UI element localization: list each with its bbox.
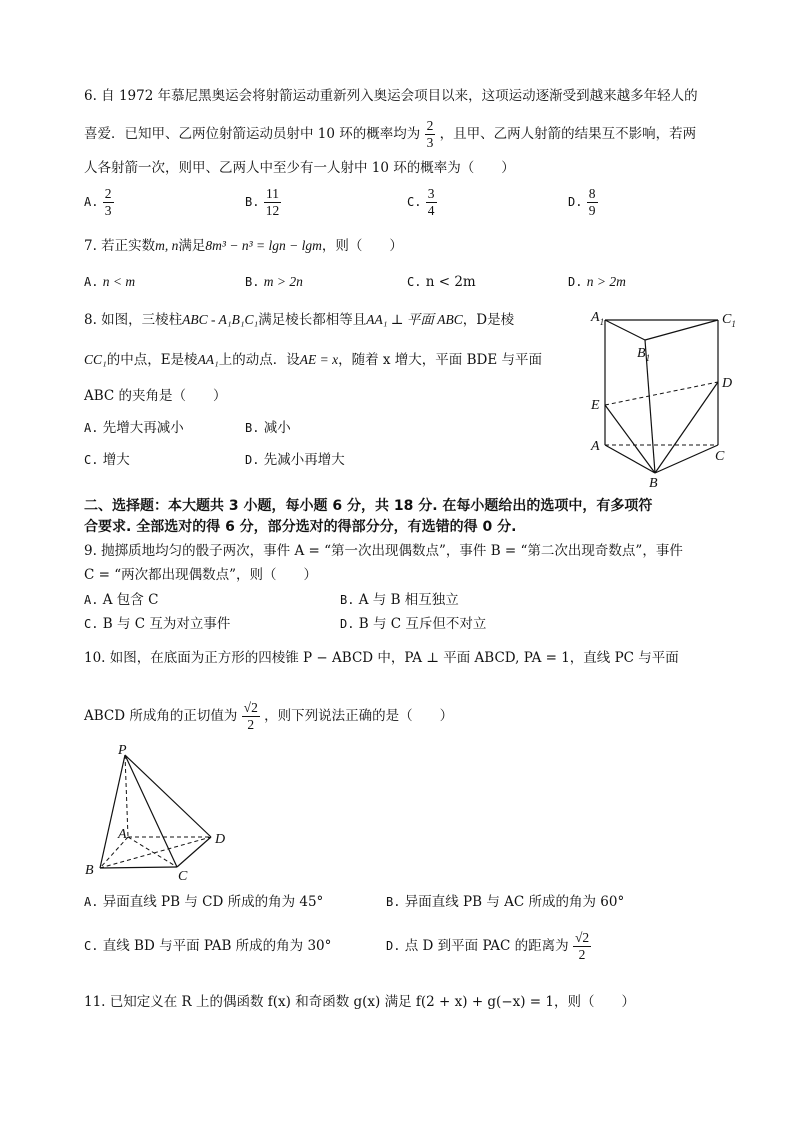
option-label: D. xyxy=(245,453,260,467)
option-label: D. xyxy=(568,275,583,289)
q7-stem-mid: 满足 xyxy=(178,238,206,254)
edge-bc xyxy=(100,867,177,868)
q7-option-c[interactable] xyxy=(407,272,476,292)
option-label: C. xyxy=(407,195,422,209)
q8-line1-pre: 8. 如图，三棱柱 xyxy=(84,312,183,328)
label-b: B xyxy=(649,476,658,490)
option-text: m > 2n xyxy=(263,274,303,289)
label-e: E xyxy=(591,398,600,413)
option-label: A. xyxy=(84,275,99,289)
q8-cc1: CC₁ xyxy=(84,352,107,367)
option-text: n < 2m xyxy=(425,274,476,290)
q10-line2-post: ，则下列说法正确的是（ ） xyxy=(264,708,454,724)
q7-stem-post: ，则（ ） xyxy=(321,238,403,254)
q8-line1-post: ，D是棱 xyxy=(462,312,515,328)
frac-den: 3 xyxy=(104,203,112,218)
option-label: B. xyxy=(245,195,260,209)
option-text: 先增大再减小 xyxy=(102,420,184,436)
q11-line1: 11. 已知定义在 R 上的偶函数 f(x) 和奇函数 g(x) 满足 f(2 + x) + g(−x) = 1，则（ ） xyxy=(84,994,636,1010)
option-text: 异面直线 PB 与 AC 所成的角为 60° xyxy=(404,894,625,910)
option-fraction xyxy=(103,186,114,219)
option-text: 异面直线 PB 与 CD 所成的角为 45° xyxy=(102,894,324,910)
option-label: B. xyxy=(386,895,401,909)
frac-num: 2 xyxy=(104,186,112,201)
frac-den: 4 xyxy=(427,203,435,218)
label-a1: $A_1$ xyxy=(591,310,605,327)
q9-option-a[interactable] xyxy=(84,590,158,610)
frac-num: √2 xyxy=(243,700,258,715)
q8-option-b[interactable] xyxy=(245,418,291,438)
q10-option-a[interactable] xyxy=(84,892,323,912)
edge-pb xyxy=(100,755,125,868)
q8-prism: ABC - A₁B₁C₁ xyxy=(182,312,259,327)
diag-bd-hidden xyxy=(100,837,211,868)
q10-line2 xyxy=(84,700,453,733)
option-text: B 与 C 互斥但不对立 xyxy=(358,616,487,632)
option-text: n < m xyxy=(102,274,136,289)
q8-line1-mid: 满足棱长都相等且 xyxy=(258,312,367,328)
q8-option-a[interactable] xyxy=(84,418,184,438)
q6-frac-num: 2 xyxy=(426,118,434,133)
option-label: C. xyxy=(407,275,422,289)
q10-line2-pre: ABCD 所成角的正切值为 xyxy=(84,708,238,724)
q7-vars: m, n xyxy=(155,238,179,253)
option-label: B. xyxy=(245,275,260,289)
option-fraction xyxy=(426,186,437,219)
q7-option-d[interactable] xyxy=(568,272,626,292)
option-text: B 与 C 互为对立事件 xyxy=(102,616,231,632)
option-label: A. xyxy=(84,895,99,909)
option-text: 增大 xyxy=(102,452,130,468)
q10-option-b[interactable] xyxy=(386,892,624,912)
option-text: 点 D 到平面 PAC 的距离为 xyxy=(404,938,569,954)
frac-num: √2 xyxy=(574,930,590,945)
option-text: 减小 xyxy=(263,420,291,436)
segment-eb xyxy=(605,405,655,473)
option-fraction xyxy=(573,930,591,963)
label-a: A xyxy=(591,439,600,454)
q8-line2-a: 的中点，E是棱 xyxy=(106,352,198,368)
q8-line2 xyxy=(84,350,542,370)
option-text: A 与 B 相互独立 xyxy=(358,592,459,608)
label-c1: $C_1$ xyxy=(722,312,736,329)
option-text: n > 2m xyxy=(586,274,626,289)
option-label: B. xyxy=(245,421,260,435)
q8-aa1-perp: AA₁ ⊥ 平面 ABC xyxy=(366,312,463,327)
option-text: A 包含 C xyxy=(102,592,159,608)
q8-line1 xyxy=(84,310,514,330)
q8-aa1: AA₁ xyxy=(197,352,219,367)
label-b: B xyxy=(85,863,94,878)
q8-option-c[interactable] xyxy=(84,450,130,470)
label-d: D xyxy=(722,376,733,391)
q10-line1: 10. 如图，在底面为正方形的四棱锥 P − ABCD 中，PA ⊥ 平面 ABCD, PA = 1，直线 PC 与平面 xyxy=(84,650,679,666)
q9-option-d[interactable] xyxy=(340,614,486,634)
q8-prism-figure xyxy=(585,300,745,490)
option-label: C. xyxy=(84,617,99,631)
section2-line2: 合要求. 全部选对的得 6 分，部分选对的得部分分，有选错的得 0 分. xyxy=(84,519,517,535)
frac-num: 11 xyxy=(264,186,282,203)
option-label: D. xyxy=(386,939,401,953)
q7-equation: 8m³ − n³ = lgn − lgm xyxy=(205,238,322,253)
option-label: A. xyxy=(84,195,99,209)
label-c: C xyxy=(715,449,725,464)
q8-ae: AE = x xyxy=(299,352,339,367)
q8-option-d[interactable] xyxy=(245,450,345,470)
label-d: D xyxy=(215,832,226,847)
option-label: C. xyxy=(84,939,99,953)
q8-line2-b: 上的动点．设 xyxy=(218,352,300,368)
option-label: A. xyxy=(84,421,99,435)
edge-ab xyxy=(605,445,655,473)
q10-pyramid-figure xyxy=(80,740,240,885)
segment-ed-hidden xyxy=(605,382,718,405)
label-c: C xyxy=(178,869,188,884)
q6-option-b[interactable] xyxy=(245,186,281,219)
q9-line2: C = “两次都出现偶数点”，则（ ） xyxy=(84,567,318,583)
q7-option-a[interactable] xyxy=(84,272,135,292)
option-text: 先减小再增大 xyxy=(263,452,345,468)
frac-den: 12 xyxy=(265,203,280,218)
option-label: D. xyxy=(340,617,355,631)
edge-pa-hidden xyxy=(125,755,128,837)
q6-line1: 6. 自 1972 年慕尼黑奥运会将射箭运动重新列入奥运会项目以来，这项运动逐渐受到越来越多年轻人的 xyxy=(84,88,698,104)
frac-den: 2 xyxy=(578,947,586,962)
q6-frac-den: 3 xyxy=(426,135,434,150)
q7-option-b[interactable] xyxy=(245,272,303,292)
q9-option-c[interactable] xyxy=(84,614,230,634)
q9-line1: 9. 抛掷质地均匀的骰子两次，事件 A = “第一次出现偶数点”，事件 B = “第二次出现奇数点”，事件 xyxy=(84,543,683,559)
edge-pc xyxy=(125,755,177,867)
option-label: A. xyxy=(84,593,99,607)
option-fraction xyxy=(587,186,598,219)
q6-line3: 人各射箭一次，则甲、乙两人中至少有一人射中 10 环的概率为（ ） xyxy=(84,160,515,176)
option-label: D. xyxy=(568,195,583,209)
q10-fraction xyxy=(242,700,260,733)
edge-pd xyxy=(125,755,211,837)
frac-den: 2 xyxy=(247,717,255,732)
q6-option-d[interactable] xyxy=(568,186,598,219)
option-text: 直线 BD 与平面 PAB 所成的角为 30° xyxy=(102,938,332,954)
option-label: B. xyxy=(340,593,355,607)
q6-option-a[interactable] xyxy=(84,186,114,219)
section2-line1: 二、选择题：本大题共 3 小题，每小题 6 分，共 18 分. 在每小题给出的选项中，有多项符 xyxy=(84,498,653,514)
edge-b1c1 xyxy=(645,320,718,340)
q10-option-d[interactable] xyxy=(386,930,591,963)
frac-num: 8 xyxy=(588,186,596,201)
edge-cd xyxy=(177,837,211,867)
label-b1: $B_1$ xyxy=(637,346,651,363)
edge-a1b1 xyxy=(605,320,645,340)
frac-num: 3 xyxy=(427,186,435,201)
q6-line2-post: ，且甲、乙两人射箭的结果互不影响，若两 xyxy=(439,126,697,142)
q7-stem-pre: 7. 若正实数 xyxy=(84,238,156,254)
q8-line2-c: ，随着 x 增大，平面 BDE 与平面 xyxy=(338,352,542,368)
frac-den: 9 xyxy=(588,203,596,218)
q8-line3: ABC 的夹角是（ ） xyxy=(84,388,227,404)
q7-stem xyxy=(84,236,403,256)
q6-line2-pre: 喜爱．已知甲、乙两位射箭运动员射中 10 环的概率均为 xyxy=(84,126,421,142)
q6-option-c[interactable] xyxy=(407,186,437,219)
q6-fraction xyxy=(425,118,436,151)
q10-option-c[interactable] xyxy=(84,936,331,956)
q6-line2 xyxy=(84,118,696,151)
label-p: P xyxy=(118,743,127,758)
option-label: C. xyxy=(84,453,99,467)
option-fraction xyxy=(264,186,282,219)
q9-option-b[interactable] xyxy=(340,590,459,610)
label-a: A xyxy=(118,827,127,842)
